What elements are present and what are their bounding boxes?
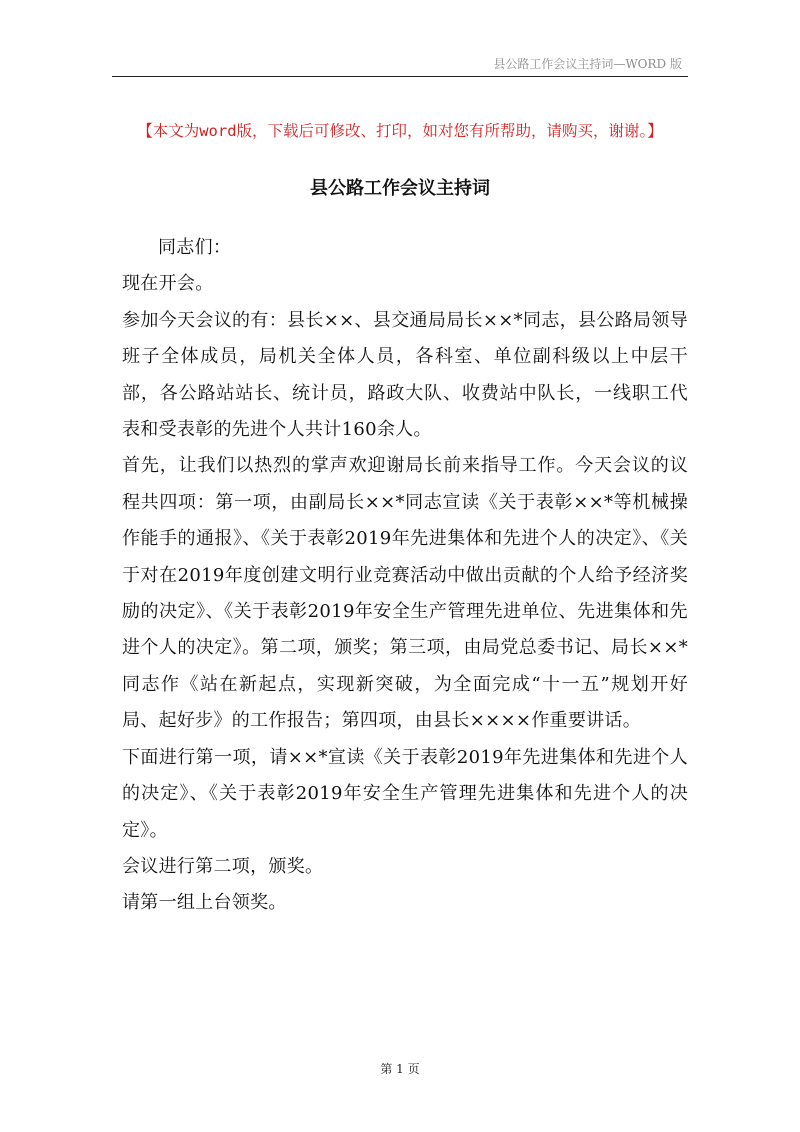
page-number: 第 1 页 (380, 1062, 420, 1076)
running-header: 县公路工作会议主持词—WORD 版 (493, 57, 682, 71)
body-paragraph: 会议进行第二项，颁奖。 (122, 855, 324, 877)
document-body (122, 230, 688, 922)
salutation-paragraph: 同志们： (158, 237, 232, 258)
purchase-notice: 【本文为word版，下载后可修改、打印，如对您有所帮助，请购买，谢谢。】 (137, 122, 663, 140)
document-title: 县公路工作会议主持词 (310, 178, 490, 199)
body-paragraph: 现在开会。 (122, 273, 214, 295)
body-paragraph: 下面进行第一项，请××*宣读《关于表彰2019年先进集体和先进个人的决定》、《关于表彰2019年安全生产管理先进集体和先进个人的决定》。 (122, 746, 688, 841)
header-divider (112, 76, 688, 77)
body-paragraph: 请第一组上台领奖。 (122, 892, 287, 914)
body-paragraph: 参加今天会议的有：县长××、县交通局局长××*同志，县公路局领导班子全体成员，局机关全体人员，各科室、单位副科级以上中层干部，各公路站站长、统计员，路政大队、收费站中队长，一线职工代表和受表彰的先进个人共计160余人。 (122, 309, 688, 441)
body-paragraph: 首先，让我们以热烈的掌声欢迎谢局长前来指导工作。今天会议的议程共四项：第一项，由副局长××*同志宣读《关于表彰××*等机械操作能手的通报》、《关于表彰2019年先进集体和先进个人的决定》、《关于对在2019年度创建文明行业竞赛活动中做出贡献的个人给予经济奖励的决定》、《关于表彰2019年安全生产管理先进单位、先进集体和先进个人的决定》。第二项，颁奖；第三项，由局党总委书记、局长××*同志作《站在新起点，实现新突破，为全面完成“十一五”规划开好局、起好步》的工作报告；第四项，由县长××××作重要讲话。 (122, 455, 688, 732)
